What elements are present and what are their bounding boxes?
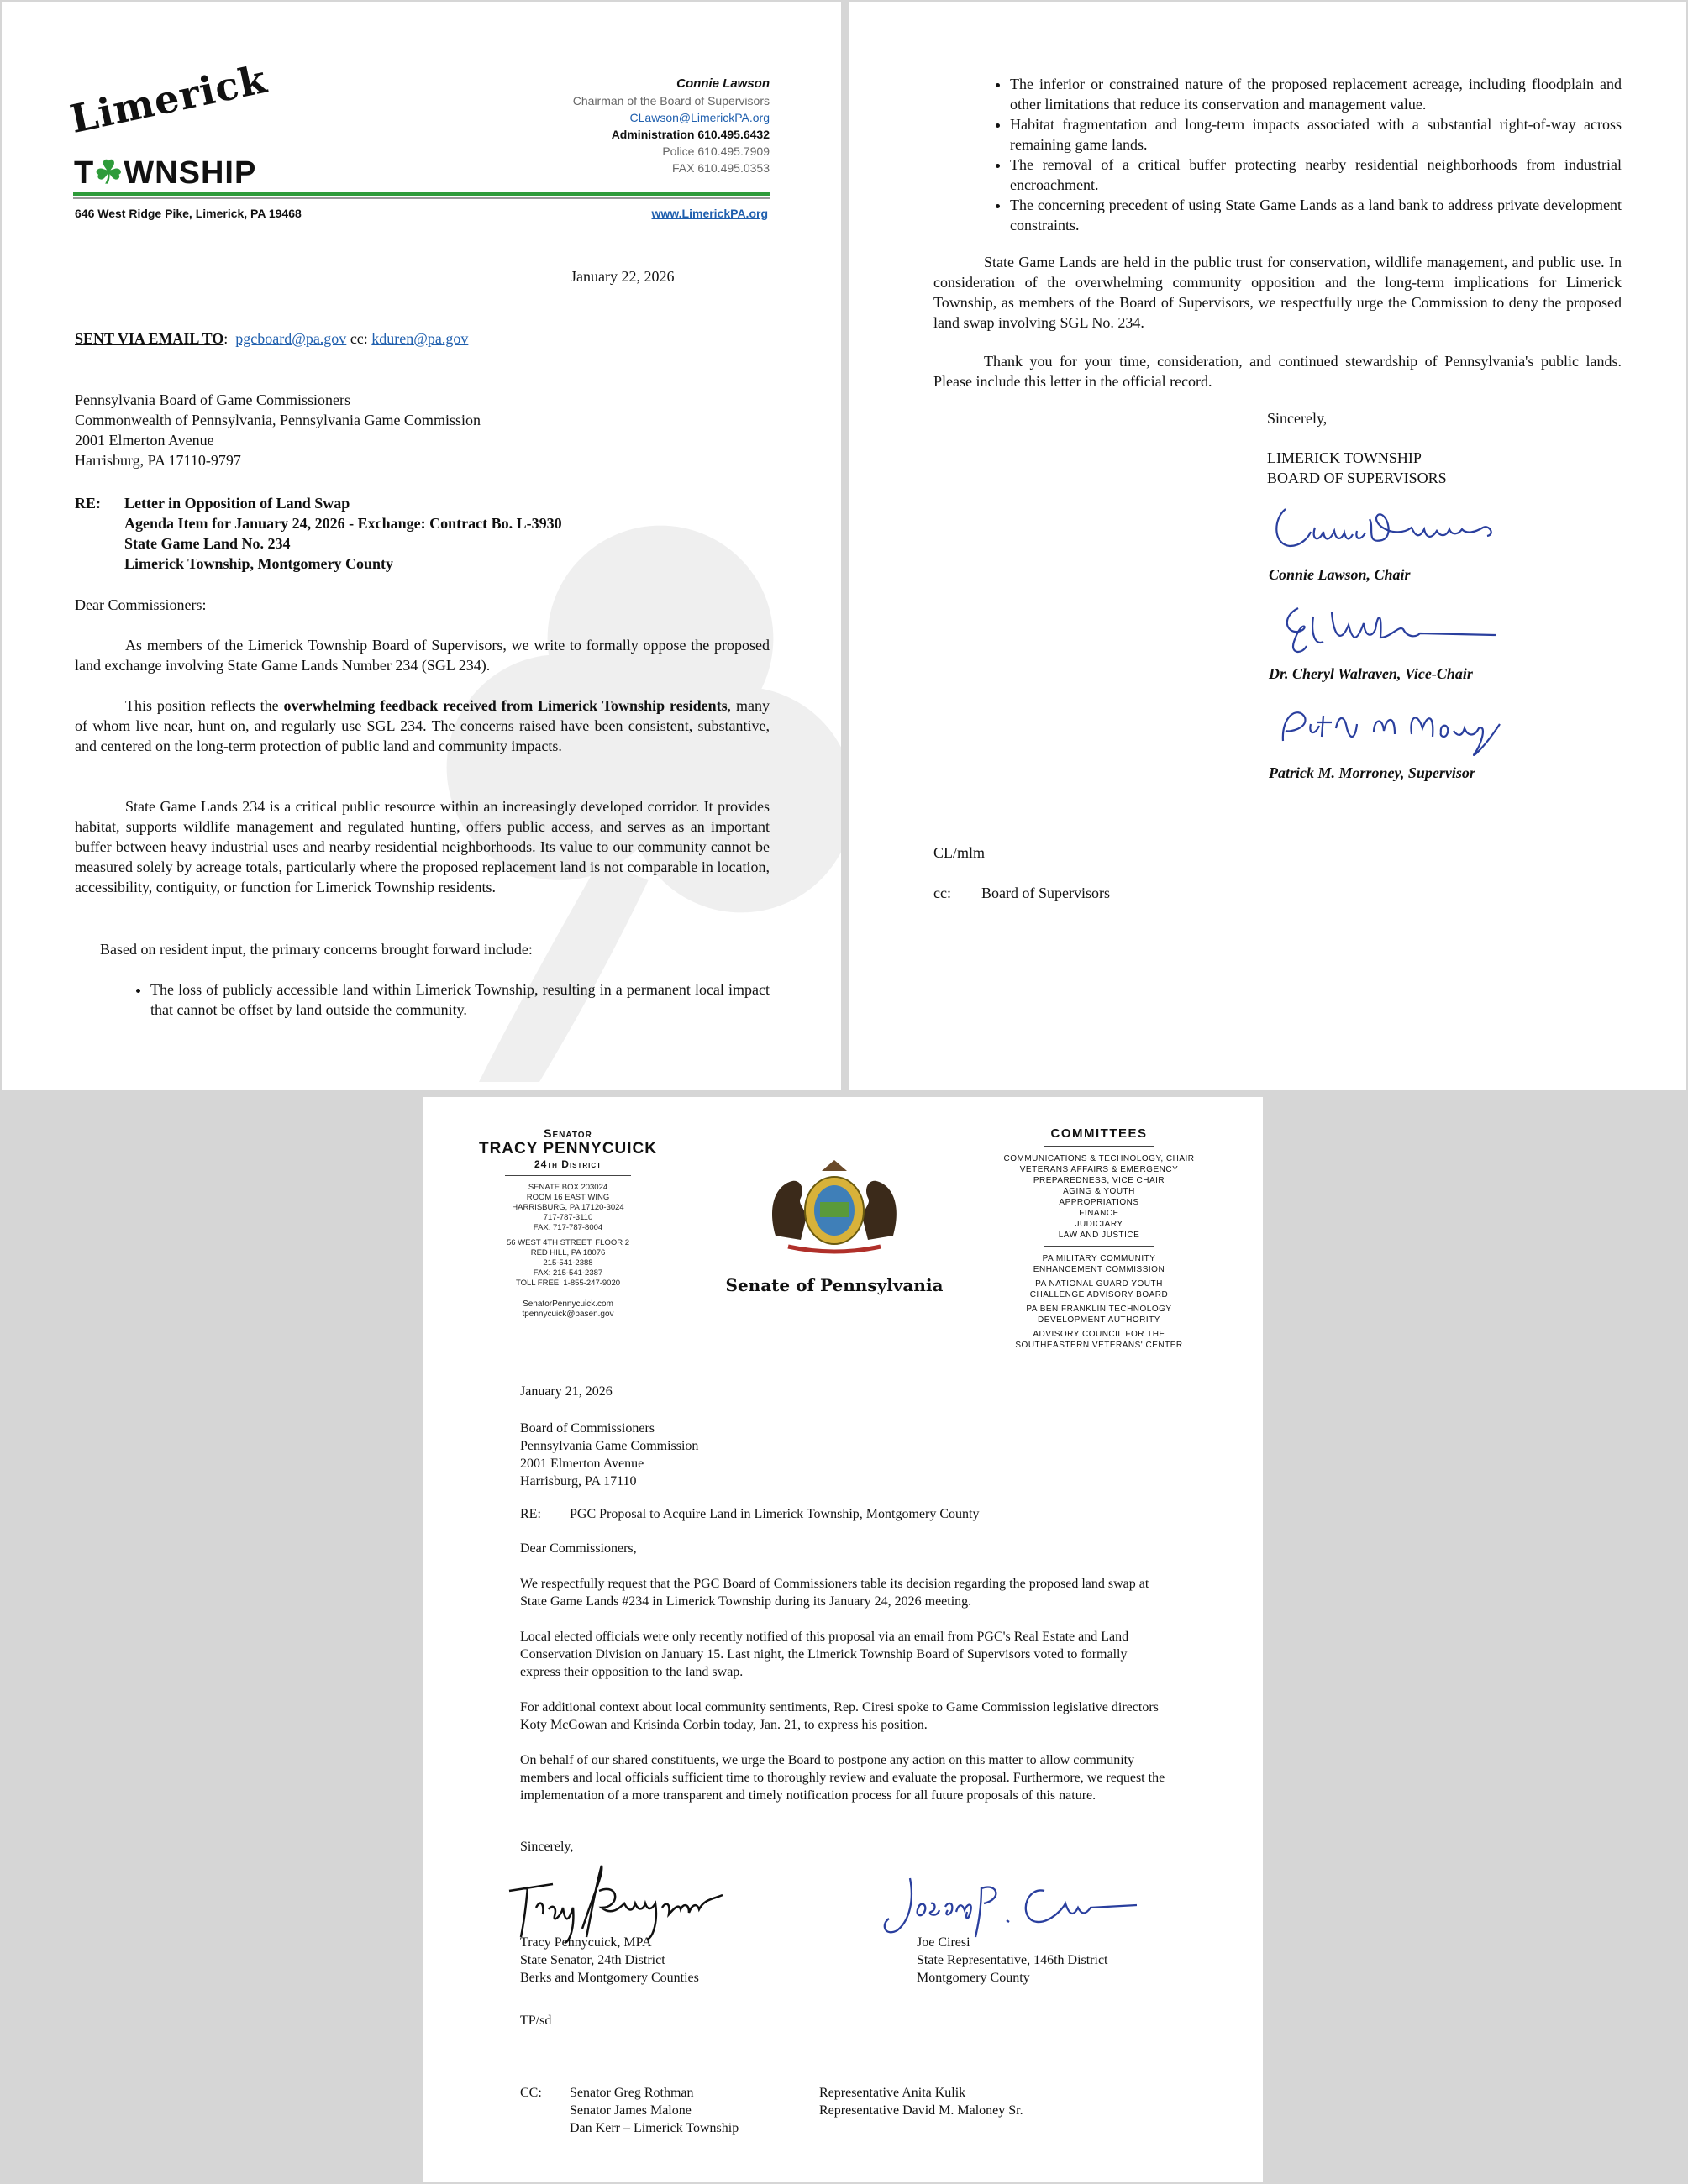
- contact-fax: FAX 610.495.0353: [672, 161, 770, 175]
- sent-via-email-line: SENT VIA EMAIL TO: pgcboard@pa.gov cc: kduren@pa.gov: [75, 330, 469, 347]
- pennsylvania-seal-icon: [755, 1156, 914, 1257]
- senator-name: TRACY PENNYCUICK: [478, 1140, 657, 1158]
- paragraph-6: Thank you for your time, consideration, and continued stewardship of Pennsylvania's public lands. Please include this letter in the official record.: [933, 353, 1622, 390]
- contact-title: Chairman of the Board of Supervisors: [572, 94, 770, 108]
- signature-connie-lawson: [1269, 494, 1512, 561]
- paragraph-4: Based on resident input, the primary concerns brought forward include:: [100, 941, 533, 958]
- signatory-organization: LIMERICK TOWNSHIP BOARD OF SUPERVISORS: [1267, 449, 1447, 486]
- letterhead-website-link[interactable]: www.LimerickPA.org: [651, 207, 768, 220]
- letterhead-address: 646 West Ridge Pike, Limerick, PA 19468: [75, 207, 302, 220]
- concern-item: • The removal of a critical buffer protecting nearby residential neighborhoods from industrial encroachment.: [1010, 155, 1622, 195]
- paragraph-1: As members of the Limerick Township Board of Supervisors, we write to formally oppose the proposed land exchange involving State Game Lands Number 234 (SGL 234).: [75, 637, 770, 674]
- senator-email[interactable]: tpennycuick@pasen.gov: [522, 1310, 614, 1319]
- senator-website[interactable]: SenatorPennycuick.com: [523, 1299, 613, 1309]
- concern-item: • The concerning precedent of using State Game Lands as a land bank to address private development constraints.: [1010, 195, 1622, 235]
- letter2-re-label: RE:: [520, 1507, 541, 1521]
- letter2-paragraph-2: Local elected officials were only recently notified of this proposal via an email from PGC's Real Estate and Land Conservation Division on January 15. Last night, the Limerick Township Board of Supervisors voted to formally express their opposition to the land swap.: [520, 1630, 1129, 1679]
- letter2-paragraph-3: For additional context about local community sentiments, Rep. Ciresi spoke to Game Commission legislative directors Koty McGowan and Krisinda Corbin today, Jan. 21, to express his position.: [520, 1700, 1159, 1732]
- signature-caption-chair: Connie Lawson, Chair: [1269, 566, 1411, 583]
- salutation: Dear Commissioners:: [75, 596, 207, 613]
- senate-of-pennsylvania-caption: Senate of Pennsylvania: [725, 1275, 944, 1295]
- letterhead-green-rule: [73, 192, 770, 196]
- letter2-typist-initials: TP/sd: [520, 2013, 552, 2028]
- pgcboard-email-link[interactable]: pgcboard@pa.gov: [235, 330, 347, 347]
- letter2-signature-left-block: Tracy Pennycuick, MPA State Senator, 24th District Berks and Montgomery Counties: [520, 1935, 699, 1985]
- senator-harrisburg-address: SENATE BOX 203024 ROOM 16 EAST WING HARRISBURG, PA 17120-3024 717-787-3110 FAX: 717-787-8004: [512, 1183, 624, 1232]
- letter2-re-subject: PGC Proposal to Acquire Land in Limerick Township, Montgomery County: [570, 1507, 980, 1521]
- committees-title: COMMITTEES: [1050, 1126, 1148, 1141]
- letter-date: January 22, 2026: [571, 268, 675, 285]
- concern-item: • The loss of publicly accessible land within Limerick Township, resulting in a permanent local impact that cannot be offset by land outside the community.: [150, 979, 770, 1020]
- typist-initials: CL/mlm: [933, 844, 986, 861]
- paragraph-5: State Game Lands are held in the public trust for conservation, wildlife management, and public use. In consideration of the overwhelming community opposition and the long-term implications for Limerick Township, as members of the Board of Supervisors, we respectfully urge the Commission to deny the proposed land swap involving SGL No. 234.: [933, 254, 1622, 331]
- contact-police-phone: Police 610.495.7909: [662, 144, 770, 158]
- logo-township-text: T☘WNSHIP: [74, 155, 257, 191]
- signature-caption-vice-chair: Dr. Cheryl Walraven, Vice-Chair: [1269, 665, 1473, 682]
- concerns-list-part1: [125, 979, 770, 1020]
- closing: Sincerely,: [1267, 410, 1328, 427]
- letter2-page: [423, 1097, 1263, 2182]
- letter2-date: January 21, 2026: [520, 1384, 613, 1399]
- letter1-page1: [2, 2, 841, 1090]
- contact-email-link[interactable]: CLawson@LimerickPA.org: [629, 111, 770, 124]
- concerns-list-part2: [985, 74, 1622, 235]
- signature-caption-supervisor: Patrick M. Morroney, Supervisor: [1269, 764, 1475, 781]
- letter2-paragraph-1: We respectfully request that the PGC Board of Commissioners table its decision regarding the proposed land swap at State Game Lands #234 in Limerick Township during its January 24, 2026 meeting.: [520, 1577, 1149, 1609]
- recipient-address-block: Pennsylvania Board of Game Commissioners Commonwealth of Pennsylvania, Pennsylvania Game Commission 2001 Elmerton Avenue Harrisburg, PA 17110-9797: [75, 391, 481, 469]
- letter2-signature-right-block: Joe Ciresi State Representative, 146th District Montgomery County: [917, 1935, 1108, 1985]
- senator-red-hill-address: 56 WEST 4TH STREET, FLOOR 2 RED HILL, PA 18076 215-541-2388 FAX: 215-541-2387 TOLL FREE: 1-855-247-9020: [506, 1238, 630, 1288]
- letter2-cc-label: CC:: [520, 2086, 542, 2100]
- letter2-closing: Sincerely,: [520, 1840, 574, 1854]
- cc-value: Board of Supervisors: [981, 885, 1110, 901]
- logo-limerick-text: Limerick: [66, 55, 271, 142]
- senator-letterhead: [471, 1126, 665, 1320]
- letter1-page2: [849, 2, 1686, 1090]
- limerick-township-logo: [66, 55, 287, 191]
- signature-cheryl-walraven: [1273, 600, 1508, 665]
- kduren-email-link[interactable]: kduren@pa.gov: [371, 330, 469, 347]
- letter2-cc-left-list: Senator Greg Rothman Senator James Malone Dan Kerr – Limerick Township: [570, 2086, 739, 2135]
- letter2-recipient-block: Board of Commissioners Pennsylvania Game Commission 2001 Elmerton Avenue Harrisburg, PA 17110: [520, 1421, 699, 1488]
- cc-label: cc:: [933, 885, 951, 901]
- committees-block: COMMITTEES COMMUNICATIONS & TECHNOLOGY, CHAIR VETERANS AFFAIRS & EMERGENCY PREPAREDNESS, VICE CHAIR AGING & YOUTH APPROPRIATIONS FINANCE JUDICIARY LAW AND JUSTICE PA MILITARY COMMUNITY ENHANCEMENT COMMISSION PA NATIONAL GUARD YOUTH CHALLENGE ADVISORY BOARD PA BEN FRANKLIN TECHNOLOGY DEVELOPMENT AUTHORITY ADVISORY COUNCIL FOR THE SOUTHEASTERN VETERANS' CENTER: [977, 1126, 1221, 1351]
- re-subject-block: Letter in Opposition of Land Swap Agenda Item for January 24, 2026 - Exchange: Contract Bo. L-3930 State Game Land No. 234 Limerick Township, Montgomery County: [124, 495, 562, 572]
- paragraph-2: This position reflects the overwhelming feedback received from Limerick Township residents, many of whom live near, hunt on, and regularly use SGL 234. The concerns raised have been consistent, substantive, and centered on the long-term protection of public land and community impacts.: [75, 697, 770, 754]
- signature-patrick-morroney: [1273, 699, 1525, 766]
- contact-admin-phone: Administration 610.495.6432: [611, 128, 770, 141]
- concern-item: • The inferior or constrained nature of the proposed replacement acreage, including floodplain and other limitations that reduce its conservation and management value.: [1010, 74, 1622, 114]
- letterhead-contact-block: [573, 76, 770, 176]
- letter2-salutation: Dear Commissioners,: [520, 1541, 637, 1556]
- letterhead-gray-rule: [73, 197, 770, 199]
- contact-name: Connie Lawson: [676, 76, 770, 91]
- letter2-paragraph-4: On behalf of our shared constituents, we urge the Board to postpone any action on this matter to allow community members and local officials sufficient time to thoroughly review and evaluate the proposal. Furthermore, we request the implementation of a more transparent and timely notification process for all future proposals of this nature.: [520, 1753, 1165, 1803]
- senator-label: Senator: [544, 1126, 592, 1140]
- senator-district: 24th District: [534, 1158, 602, 1170]
- paragraph-3: State Game Lands 234 is a critical public resource within an increasingly developed corridor. It provides habitat, supports wildlife management and regulated hunting, offers public access, and serves as an important buffer between heavy industrial uses and nearby residential neighborhoods. Its value to our community cannot be measured solely by acreage totals, particularly where the proposed replacement land is not comparable in location, accessibility, contiguity, or function for Limerick Township residents.: [75, 798, 770, 895]
- re-label: RE:: [75, 495, 101, 512]
- shamrock-icon: ☘: [94, 155, 124, 191]
- letter2-cc-right-list: Representative Anita Kulik Representative David M. Maloney Sr.: [819, 2086, 1023, 2118]
- concern-item: • Habitat fragmentation and long-term impacts associated with a substantial right-of-way across remaining game lands.: [1010, 114, 1622, 155]
